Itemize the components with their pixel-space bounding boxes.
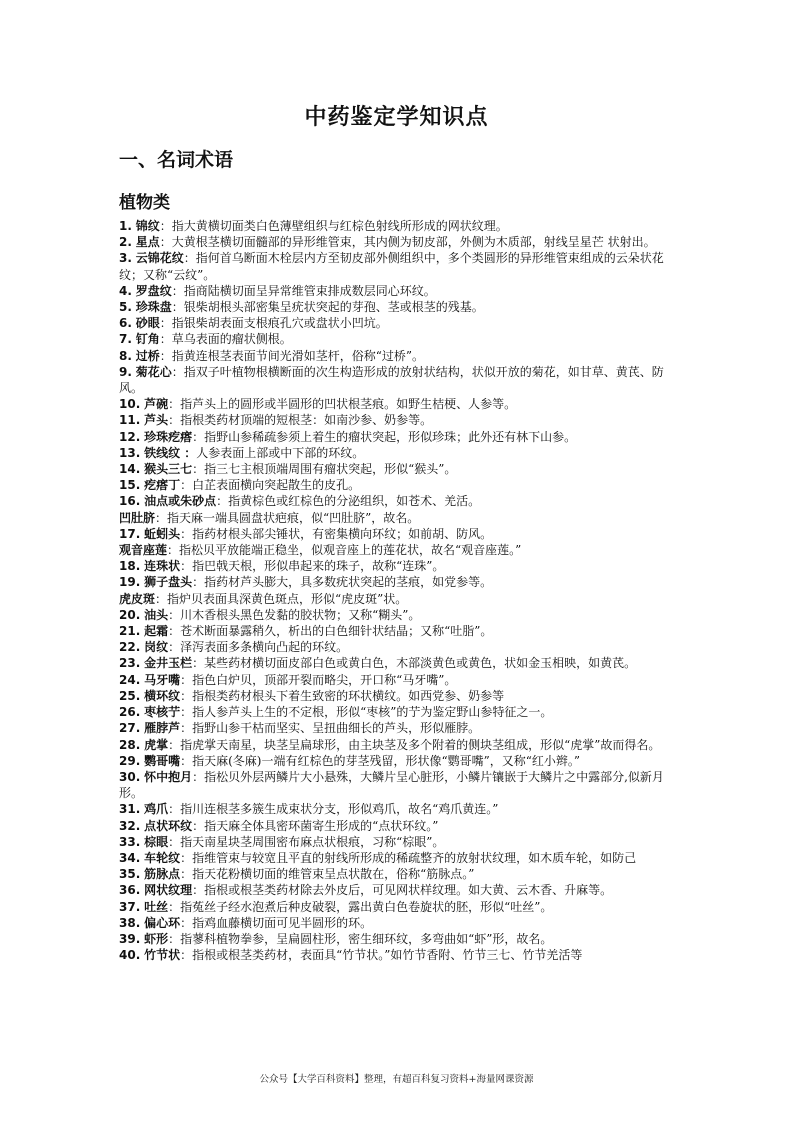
entry-number: 27. <box>119 721 141 736</box>
entry-number: 32. <box>119 818 141 833</box>
entry-term: 雁脖芦 <box>144 721 181 736</box>
entry-number: 33. <box>119 834 141 849</box>
term-entry <box>119 542 675 558</box>
entry-definition: ：指天南星块茎周围密布麻点状根痕，习称“棕眼”。 <box>168 834 445 849</box>
entry-term: 云锦花纹 <box>135 251 184 266</box>
term-entry <box>119 882 675 898</box>
term-entry <box>119 477 675 493</box>
entry-definition: ：指人参芦头上生的不定根，形似“枣核”的艼为鉴定野山参特征之一。 <box>180 705 553 720</box>
entry-definition: 人参表面上部或中下部的环纹。 <box>196 445 365 460</box>
entry-term: 狮子盘头 <box>144 575 193 590</box>
entry-term: 起霜 <box>144 624 169 639</box>
entry-number: 17. <box>119 526 141 541</box>
entry-term: 星点 <box>135 235 160 250</box>
entry-term: 马牙嘴 <box>144 672 181 687</box>
entry-number: 1. <box>119 219 132 233</box>
entry-number: 16. <box>119 494 141 509</box>
entry-definition: ：指天花粉横切面的维管束呈点状散在，俗称“筋脉点。” <box>180 867 475 882</box>
entry-term: 连珠状 <box>144 559 181 574</box>
section-heading: 一、名词术语 <box>119 149 234 171</box>
entry-definition: ：指根类药材根头下着生致密的环状横纹。如西党参、奶参等 <box>180 688 505 703</box>
entry-number: 14. <box>119 462 141 477</box>
entry-definition: ：指巴戟天根，形似串起来的珠子，故称“连珠”。 <box>180 559 445 574</box>
entry-definition: ：白芷表面横向突起散生的皮孔。 <box>180 478 361 493</box>
entry-definition: ：指炉贝表面具深黄色斑点，形似“虎皮斑”状。 <box>155 591 408 606</box>
entry-number: 12. <box>119 429 141 444</box>
entry-number: 6. <box>119 316 132 331</box>
entry-definition: ：指药材芦头膨大，具多数疣状突起的茎痕，如党参等。 <box>192 575 493 590</box>
term-list <box>119 218 675 963</box>
entry-definition: ：草乌表面的瘤状侧根。 <box>159 332 292 347</box>
entry-number: 13. <box>119 445 141 460</box>
entry-term: 筋脉点 <box>144 867 181 882</box>
entry-number: 18. <box>119 559 141 574</box>
entry-definition: ：银柴胡根头部密集呈疣状突起的芽孢、茎或根茎的残基。 <box>171 300 484 315</box>
entry-definition: ：指色白炉贝，顶部开裂而略尖，开口称“马牙嘴”。 <box>180 672 457 687</box>
entry-term: 芦头 <box>144 413 169 428</box>
entry-term: 虾形 <box>144 931 169 946</box>
entry-number: 7. <box>119 332 132 347</box>
entry-definition: ：指天麻全体具密环菌寄生形成的“点状环纹。” <box>192 818 439 833</box>
term-entry <box>119 947 675 963</box>
term-entry <box>119 234 675 250</box>
entry-number: 34. <box>119 850 141 865</box>
entry-number: 31. <box>119 802 141 817</box>
entry-term: 点状环纹 <box>144 818 193 833</box>
entry-definition: ：指三七主根顶端周围有瘤状突起，形似“猴头”。 <box>192 462 457 477</box>
term-entry <box>119 591 675 607</box>
term-entry <box>119 493 675 509</box>
entry-definition: ：指天麻一端具圆盘状疤痕，似“凹肚脐”，故名。 <box>155 510 420 525</box>
entry-number: 2. <box>119 235 132 250</box>
entry-term: 芦碗 <box>144 397 169 412</box>
entry-number: 5. <box>119 300 132 315</box>
entry-definition: ：指天麻(冬麻)一端有红棕色的芽茎残留，形状像“鹦哥嘴”，又称“红小辫。” <box>180 753 581 768</box>
entry-number: 15. <box>119 478 141 493</box>
entry-term: 罗盘纹 <box>135 283 172 298</box>
term-entry <box>119 915 675 931</box>
entry-definition: ：苍术断面暴露稍久，析出的白色细针状结晶；又称“吐脂”。 <box>168 624 493 639</box>
entry-definition: ：指根类药材顶端的短根茎：如南沙参、奶参等。 <box>168 413 433 428</box>
term-entry <box>119 672 675 688</box>
term-entry <box>119 720 675 736</box>
term-entry <box>119 866 675 882</box>
term-entry <box>119 510 675 526</box>
entry-definition: ：指药材根头部尖锤状，有密集横向环纹；如前胡、防风。 <box>180 526 493 541</box>
entry-number: 4. <box>119 283 132 298</box>
entry-term: 疙瘩丁 <box>144 478 181 493</box>
document-title: 中药鉴定学知识点 <box>304 105 489 130</box>
entry-number: 25. <box>119 688 141 703</box>
term-entry <box>119 899 675 915</box>
entry-term: 枣核艼 <box>144 705 181 720</box>
entry-number: 26. <box>119 705 141 720</box>
entry-number: 28. <box>119 737 141 752</box>
entry-term: 珍珠盘 <box>135 300 172 315</box>
entry-term: 网状纹理 <box>144 883 193 898</box>
term-entry <box>119 445 675 461</box>
term-entry <box>119 348 675 364</box>
entry-definition: ：指商陆横切面呈异常维管束排成数层同心环纹。 <box>171 283 436 298</box>
entry-term: 金井玉栏 <box>144 656 193 671</box>
entry-definition: ：指双子叶植物根横断面的次生构造形成的放射状结构，状似开放的菊花，如甘草、黄芪、防风。 <box>119 364 664 396</box>
term-entry <box>119 315 675 331</box>
entry-number: 24. <box>119 672 141 687</box>
term-entry <box>119 834 675 850</box>
entry-term: 观音座莲 <box>119 543 168 558</box>
entry-term: 蚯蚓头 <box>144 526 181 541</box>
entry-definition: ：指黄连根茎表面节间光滑如茎杆，俗称“过桥”。 <box>159 348 425 363</box>
entry-number: 20. <box>119 607 141 622</box>
entry-number: 36. <box>119 883 141 898</box>
entry-definition: ：指芦头上的圆形或半圆形的凹状根茎痕。如野生桔梗、人参等。 <box>168 397 517 412</box>
entry-definition: ：指川连根茎多簇生成束状分支，形似鸡爪，故名“鸡爪黄连。” <box>168 802 499 817</box>
entry-definition: ：指银柴胡表面支根痕孔穴或盘状小凹坑。 <box>159 316 388 331</box>
entry-term: 砂眼 <box>135 316 160 331</box>
entry-number: 23. <box>119 656 141 671</box>
entry-definition: ：大黄根茎横切面髓部的异形维管束，其内侧为韧皮部，外侧为木质部，射线呈星芒 状射出。 <box>159 235 656 250</box>
entry-term: 菊花心 <box>135 364 172 379</box>
entry-number: 35. <box>119 867 141 882</box>
term-entry <box>119 801 675 817</box>
entry-number: 40. <box>119 948 141 963</box>
entry-number: 3. <box>119 251 132 266</box>
term-entry <box>119 737 675 753</box>
term-entry <box>119 283 675 299</box>
term-entry <box>119 818 675 834</box>
entry-definition: ：某些药材横切面皮部白色或黄白色，木部淡黄色或黄色，状如金玉相映，如黄芪。 <box>192 656 637 671</box>
subsection-heading: 植物类 <box>119 193 170 213</box>
entry-term: 油点或朱砂点 <box>144 494 217 509</box>
entry-definition: ：指野山参稀疏参须上着生的瘤状突起，形似珍珠；此外还有林下山参。 <box>192 429 577 444</box>
entry-term: 凹肚脐 <box>119 510 156 525</box>
entry-term: 竹节状 <box>144 948 181 963</box>
entry-definition: ：指大黄横切面类白色薄壁组织与红棕色射线所形成的网状纹理。 <box>159 219 508 233</box>
entry-number: 9. <box>119 364 132 379</box>
entry-term: 岗纹 <box>144 640 169 655</box>
entry-term: 鸡爪 <box>144 802 169 817</box>
entry-definition: ：指黄棕色或红棕色的分泌组织，如苍术、羌活。 <box>216 494 481 509</box>
term-entry <box>119 396 675 412</box>
term-entry <box>119 526 675 542</box>
entry-term: 车轮纹 <box>144 850 181 865</box>
term-entry <box>119 299 675 315</box>
term-entry <box>119 574 675 590</box>
entry-term: 铁线纹 ： <box>144 445 197 460</box>
term-entry <box>119 704 675 720</box>
entry-number: 29. <box>119 753 141 768</box>
entry-term: 油头 <box>144 607 169 622</box>
entry-number: 8. <box>119 348 132 363</box>
entry-number: 37. <box>119 899 141 914</box>
entry-number: 39. <box>119 931 141 946</box>
term-entry <box>119 461 675 477</box>
entry-definition: ：指蓼科植物拳参，呈扁圆柱形，密生细环纹，多弯曲如“虾”形，故名。 <box>168 931 553 946</box>
entry-definition: ：指野山参干枯而坚实、呈扭曲细长的芦头，形似雁脖。 <box>180 721 481 736</box>
term-entry <box>119 850 675 866</box>
entry-definition: ：指菟丝子经水泡煮后种皮破裂，露出黄白色卷旋状的胚，形似“吐丝”。 <box>168 899 553 914</box>
term-entry <box>119 753 675 769</box>
term-entry <box>119 364 675 396</box>
entry-definition: ：指维管束与较宽且平直的射线所形成的稀疏整齐的放射状纹理，如木质车轮，如防己 <box>180 850 637 865</box>
term-entry <box>119 769 675 801</box>
entry-term: 吐丝 <box>144 899 169 914</box>
term-entry <box>119 688 675 704</box>
entry-number: 22. <box>119 640 141 655</box>
entry-definition: ：泽泻表面多条横向凸起的环纹。 <box>168 640 349 655</box>
page-footer: 公众号【大学百科资料】整理，有超百科复习资料+海量网课资源 <box>259 1074 534 1085</box>
term-entry <box>119 931 675 947</box>
entry-term: 虎掌 <box>144 737 169 752</box>
term-entry <box>119 218 675 234</box>
entry-definition: ：指松贝外层两鳞片大小悬殊，大鳞片呈心脏形，小鳞片镶嵌于大鳞片之中露部分,似新月形。 <box>119 769 664 801</box>
entry-definition: ：指鸡血藤横切面可见半圆形的环。 <box>180 915 373 930</box>
term-entry <box>119 639 675 655</box>
entry-term: 锦纹 <box>135 219 160 233</box>
entry-definition: ：指何首乌断面木栓层内方至韧皮部外侧组织中，多个类圆形的异形维管束组成的云朵状花纹；又称“云纹”。 <box>119 251 664 282</box>
term-entry <box>119 607 675 623</box>
term-entry <box>119 558 675 574</box>
term-entry <box>119 429 675 445</box>
entry-number: 11. <box>119 413 141 428</box>
term-entry <box>119 655 675 671</box>
term-entry <box>119 623 675 639</box>
entry-term: 横环纹 <box>144 688 181 703</box>
entry-definition: ：指松贝平放能端正稳坐，似观音座上的莲花状，故名“观音座莲。” <box>167 543 522 558</box>
entry-number: 10. <box>119 397 141 412</box>
entry-term: 鹦哥嘴 <box>144 753 181 768</box>
term-entry <box>119 331 675 347</box>
entry-term: 怀中抱月 <box>144 769 193 784</box>
entry-term: 过桥 <box>135 348 160 363</box>
entry-number: 21. <box>119 624 141 639</box>
entry-term: 猴头三七 <box>144 462 193 477</box>
entry-number: 19. <box>119 575 141 590</box>
entry-term: 虎皮斑 <box>119 591 156 606</box>
term-entry <box>119 412 675 428</box>
entry-term: 珍珠疙瘩 <box>144 429 193 444</box>
entry-term: 偏心环 <box>144 915 181 930</box>
entry-definition: ：指根或根茎类药材除去外皮后，可见网状样纹理。如大黄、云木香、升麻等。 <box>192 883 613 898</box>
entry-term: 棕眼 <box>144 834 169 849</box>
entry-number: 30. <box>119 769 141 784</box>
entry-term: 钉角 <box>135 332 160 347</box>
entry-definition: ：指根或根茎类药材，表面具“竹节状。”如竹节香附、竹节三七、竹节羌活等 <box>180 948 583 963</box>
entry-definition: ：指虎掌天南星，块茎呈扁球形，由主块茎及多个附着的侧块茎组成，形似“虎掌”故而得名。 <box>168 737 661 752</box>
term-entry <box>119 250 675 282</box>
entry-definition: ：川木香根头黑色发黏的胶状物；又称“糊头”。 <box>168 607 421 622</box>
entry-number: 38. <box>119 915 141 930</box>
